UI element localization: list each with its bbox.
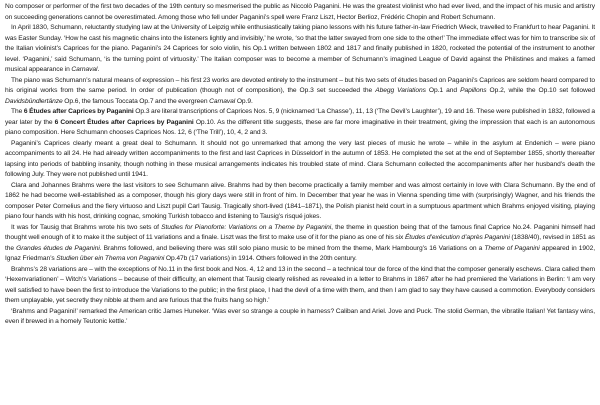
paragraph-etudes: [5, 107, 595, 139]
text-span: appeared in 1902, Ignaz Friedman’s: [5, 244, 596, 262]
paragraph-hexenvariationen: [5, 265, 595, 307]
work-title: Carnaval: [71, 66, 98, 73]
text-span: .: [97, 66, 100, 73]
text-span: In April 1830, Schumann, reluctantly studying law at the University of Leipzig while enthusiastically taking piano lessons with his future father-in-law Friedrich Wieck, travelled to Frankfurt to hear Paganini. It was Easter Sunday. ‘How he cast his magnetic chains into the listeners lightly and invisibly,’ he wrote, ‘so that the latter swayed from one side to the other!’ The immediate effect was for him to transcribe six of the Italian violinist’s Caprices for the piano. Paganini’s 24 Caprices for solo violin, his Op.1 written between 1802 and 1817 and finally published in 1820, rocketed the potential of the instrument to another level. ‘Paganini,’ said Schumann, ‘is the turning point of virtuosity.’ The Italian composer was to become a member of Schumann’s imagined League of David against the Philistines and makes a famed musical appearance in: [5, 24, 595, 73]
text-span: Op.9.: [235, 97, 253, 105]
text-span: Paganini’s Caprices clearly meant a great deal to Schumann. It should not go unremarked that among the very last pieces of music he wrote – while in the asylum at Endenich – were piano accompaniments to all 24. He had already written accompaniments to the first and last Caprices in Düsseldorf in the autumn of 1853. He completed the set at the end of September 1855, shortly thereafter lapsing into periods of babbling insanity, though nothing in these musical arrangements indicates his troubled state of mind. Clara Schumann collected the accompaniments after her husband’s death the following July. They were not published until 1941.: [5, 139, 595, 178]
work-title: Davidsbündlertänze: [5, 97, 63, 105]
work-title: Studies for Pianoforte: Variations on a Theme by Paganini: [161, 223, 332, 231]
paragraph-intro: [5, 2, 595, 23]
work-title: Theme of Paganini: [484, 244, 540, 252]
text-span: Clara and Johannes Brahms were the last visitors to see Schumann alive. Brahms had by then become practically a family member and was almost certainly in love with Clara Schumann. By the end of 1862 he had become well-established as a composer, though his glory days were still in front of him. In December that year he was in Vienna spending time with (surprisingly) Wagner, and his friends the composer Peter Cornelius and the fiery virtuoso and Liszt pupil Carl Tausig. Tragically short-lived (1841–1871), the Polish pianist held court in a sumptuous apartment which Brahms enjoyed visiting, playing piano four hands with his host, drinking cognac, smoking Turkish tobacco and listening to Tausig’s risqué jokes.: [5, 181, 595, 220]
text-span: The: [11, 108, 24, 115]
work-title: Études d’exécution d’après Paganini: [404, 234, 510, 241]
text-span: Brahms’s 28 variations are – with the exceptions of No.11 in the first book and Nos. 4, 12 and 13 in the second – a technical tour de force of the kind that the composer generally eschews. Clara called them ‘Hexenvariationen’ – Witch’s Variations – because of their difficulty, an element that Tausig clearly relished as revealed in a letter to Brahms in 1867 after he had premiered the Variations in Berlin: ‘I am very well satisfied to have been the first to introduce the Variations to the public; in the first place, I had the devil of a time with them, and then I am glad to say they have caused a commotion. Everybody considers them unplayable, yet secretly they nibble at them and are furious that the fruits hang so high.’: [5, 265, 595, 304]
paragraph-schumann-frankfurt: [5, 23, 595, 76]
work-title: Papillons: [460, 87, 487, 94]
work-title: Abegg Variations: [375, 87, 426, 94]
text-span: (1838/40), revised in 1851 as the: [5, 234, 596, 252]
text-span: No composer or performer of the first two decades of the 19th century so mesmerised the public as Niccolò Paganini. He was the greatest violinist who had ever lived, and the impact of his music and artistry on succeeding generations cannot be overestimated. Among those who fell under Paganini’s spell were Franz Liszt, Hector Berlioz, Frédéric Chopin and Robert Schumann.: [5, 3, 595, 21]
text-span: . Brahms followed, and believing there was still solo piano music to be mined from the theme, Mark Hambourg’s 16 Variations on a: [99, 244, 485, 252]
text-span: Op.2, while the Op.10 set followed: [486, 87, 595, 94]
text-span: Op.47b (17 variations) in 1914. Others followed in the 20th century.: [164, 255, 357, 262]
paragraph-piano-works: [5, 76, 595, 108]
text-span: Op.10. As the different title suggests, these are far more imaginative in their treatment, giving the impression that each is an autonomous piano composition. Here Schumann chooses Caprices Nos. 12, 6 (‘The Trill’), 10, 4, 2 and 3.: [5, 118, 595, 136]
paragraph-brahms-tausig: [5, 181, 595, 223]
work-title: Grandes études de Paganini: [16, 244, 100, 252]
text-span: , the theme in question being that of the famous final Caprice No.24. Paganini himself had thought well enough of it to make it the subject of 11 variations and a finale. Liszt was the first to make use of it for the piano as one of his six: [5, 223, 595, 241]
text-span: It was for Tausig that Brahms wrote his two sets of: [11, 223, 162, 231]
featured-work-title: 6 Études after Caprices by Paganini: [23, 108, 134, 115]
text-span: Op.3 are literal transcriptions of Caprices Nos. 5, 9 (nicknamed ‘La Chasse’), 11, 13 (‘The Devil’s Laughter’), 19 and 16. These were published in 1832, followed a year later by the: [5, 108, 595, 126]
text-span: The piano was Schumann’s natural means of expression – his first 23 works are devoted entirely to the instrument – but his two sets of études based on Paganini’s Caprices are seldom heard compared to his original works from the same period. In order of publication (though not of composition), the Op.3 set succeeded the: [5, 76, 595, 94]
text-span: ‘Brahms and Paganini!’ remarked the American critic James Huneker. ‘Was ever so strange a couple in harness? Caliban and Ariel. Jove and Puck. The stolid German, the vibratile Italian! Yet fantasy wins, even if brewed in a homely Teutonic kettle.’: [5, 307, 595, 325]
paragraph-accompaniments: [5, 139, 595, 181]
text-span: Op.6, the famous Toccata Op.7 and the evergreen: [62, 97, 210, 105]
work-title: Carnaval: [209, 97, 236, 105]
text-span: Op.1 and: [425, 87, 461, 94]
featured-work-title: 6 Concert Études after Caprices by Paganini: [54, 118, 194, 126]
paragraph-huneker-quote: [5, 307, 595, 328]
paragraph-variations: [5, 223, 595, 265]
work-title: Studien über ein Thema von Paganini: [56, 255, 165, 262]
